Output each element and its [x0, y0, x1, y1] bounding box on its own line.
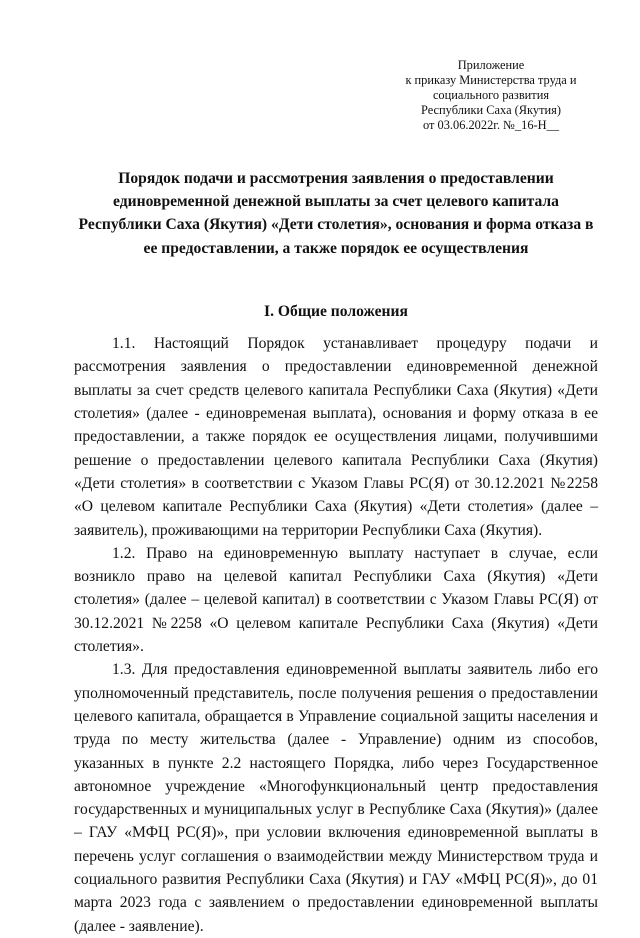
appendix-line: от 03.06.2022г. №_16-Н__: [422, 117, 560, 132]
paragraph-1-2: 1.2. Право на единовременную выплату наступает в случае, если возникло право на целевой капитал Республики Саха (Якутия) «Дети столетия» (далее – целевой капитал) в соответствии с Указом Главы РС(Я) от 30.12.2021 №2258 «О целевом капитале Республики Саха (Якутия) «Дети столетия».: [74, 544, 598, 656]
section-heading: I. Общие положения: [264, 303, 408, 321]
appendix-line: Приложение: [457, 58, 525, 72]
appendix-line: Республики Саха (Якутия): [421, 102, 561, 117]
appendix-line: социального развития: [432, 87, 550, 102]
paragraph-1-3: 1.3. Для предоставления единовременной выплаты заявитель либо его уполномоченный представитель, после получения решения о предоставлении целевого капитала, обращается в Управление социальной защиты населения и труда по месту жительства (далее - Управление) одним из способов, указанных в пункте 2.2 настоящего Порядка, либо через Государственное автономное учреждение «Многофункциональный центр предоставления государственных и муниципальных услуг в Республике Саха (Якутия)» (далее – ГАУ «МФЦ РС(Я)», при условии включения единовременной выплаты в перечень услуг соглашения о взаимодействии между Министерством труда и социального развития Республики Саха (Якутия) и ГАУ «МФЦ РС(Я)», до 01 марта 2023 года с заявлением о предоставлении единовременной выплаты (далее - заявление).: [74, 661, 598, 935]
section-body: [74, 332, 598, 938]
document-title: Порядок подачи и рассмотрения заявления о предоставлении единовременной денежной выплаты за счет целевого капитала Республики Саха (Якутия) «Дети столетия», основания и форма отказа в ее предоставлении, а также порядок ее осуществления: [78, 169, 594, 257]
appendix-line: к приказу Министерства труда и: [405, 72, 577, 87]
appendix-block: [386, 58, 596, 133]
paragraph-1-1: 1.1. Настоящий Порядок устанавливает процедуру подачи и рассмотрения заявления о предоставлении единовременной денежной выплаты за счет средств целевого капитала Республики Саха (Якутия) «Дети столетия» (далее - единовременая выплата), основания и форму отказа в ее предоставлении, а также порядок ее осуществления лицами, получившими решение о предоставлении целевого капитала Республики Саха (Якутия) «Дети столетия» в соответствии с Указом Главы РС(Я) от 30.12.2021 №2258 «О целевом капитале Республики Саха (Якутия) «Дети столетия» (далее – заявитель), проживающими на территории Республики Саха (Якутия).: [74, 335, 598, 539]
